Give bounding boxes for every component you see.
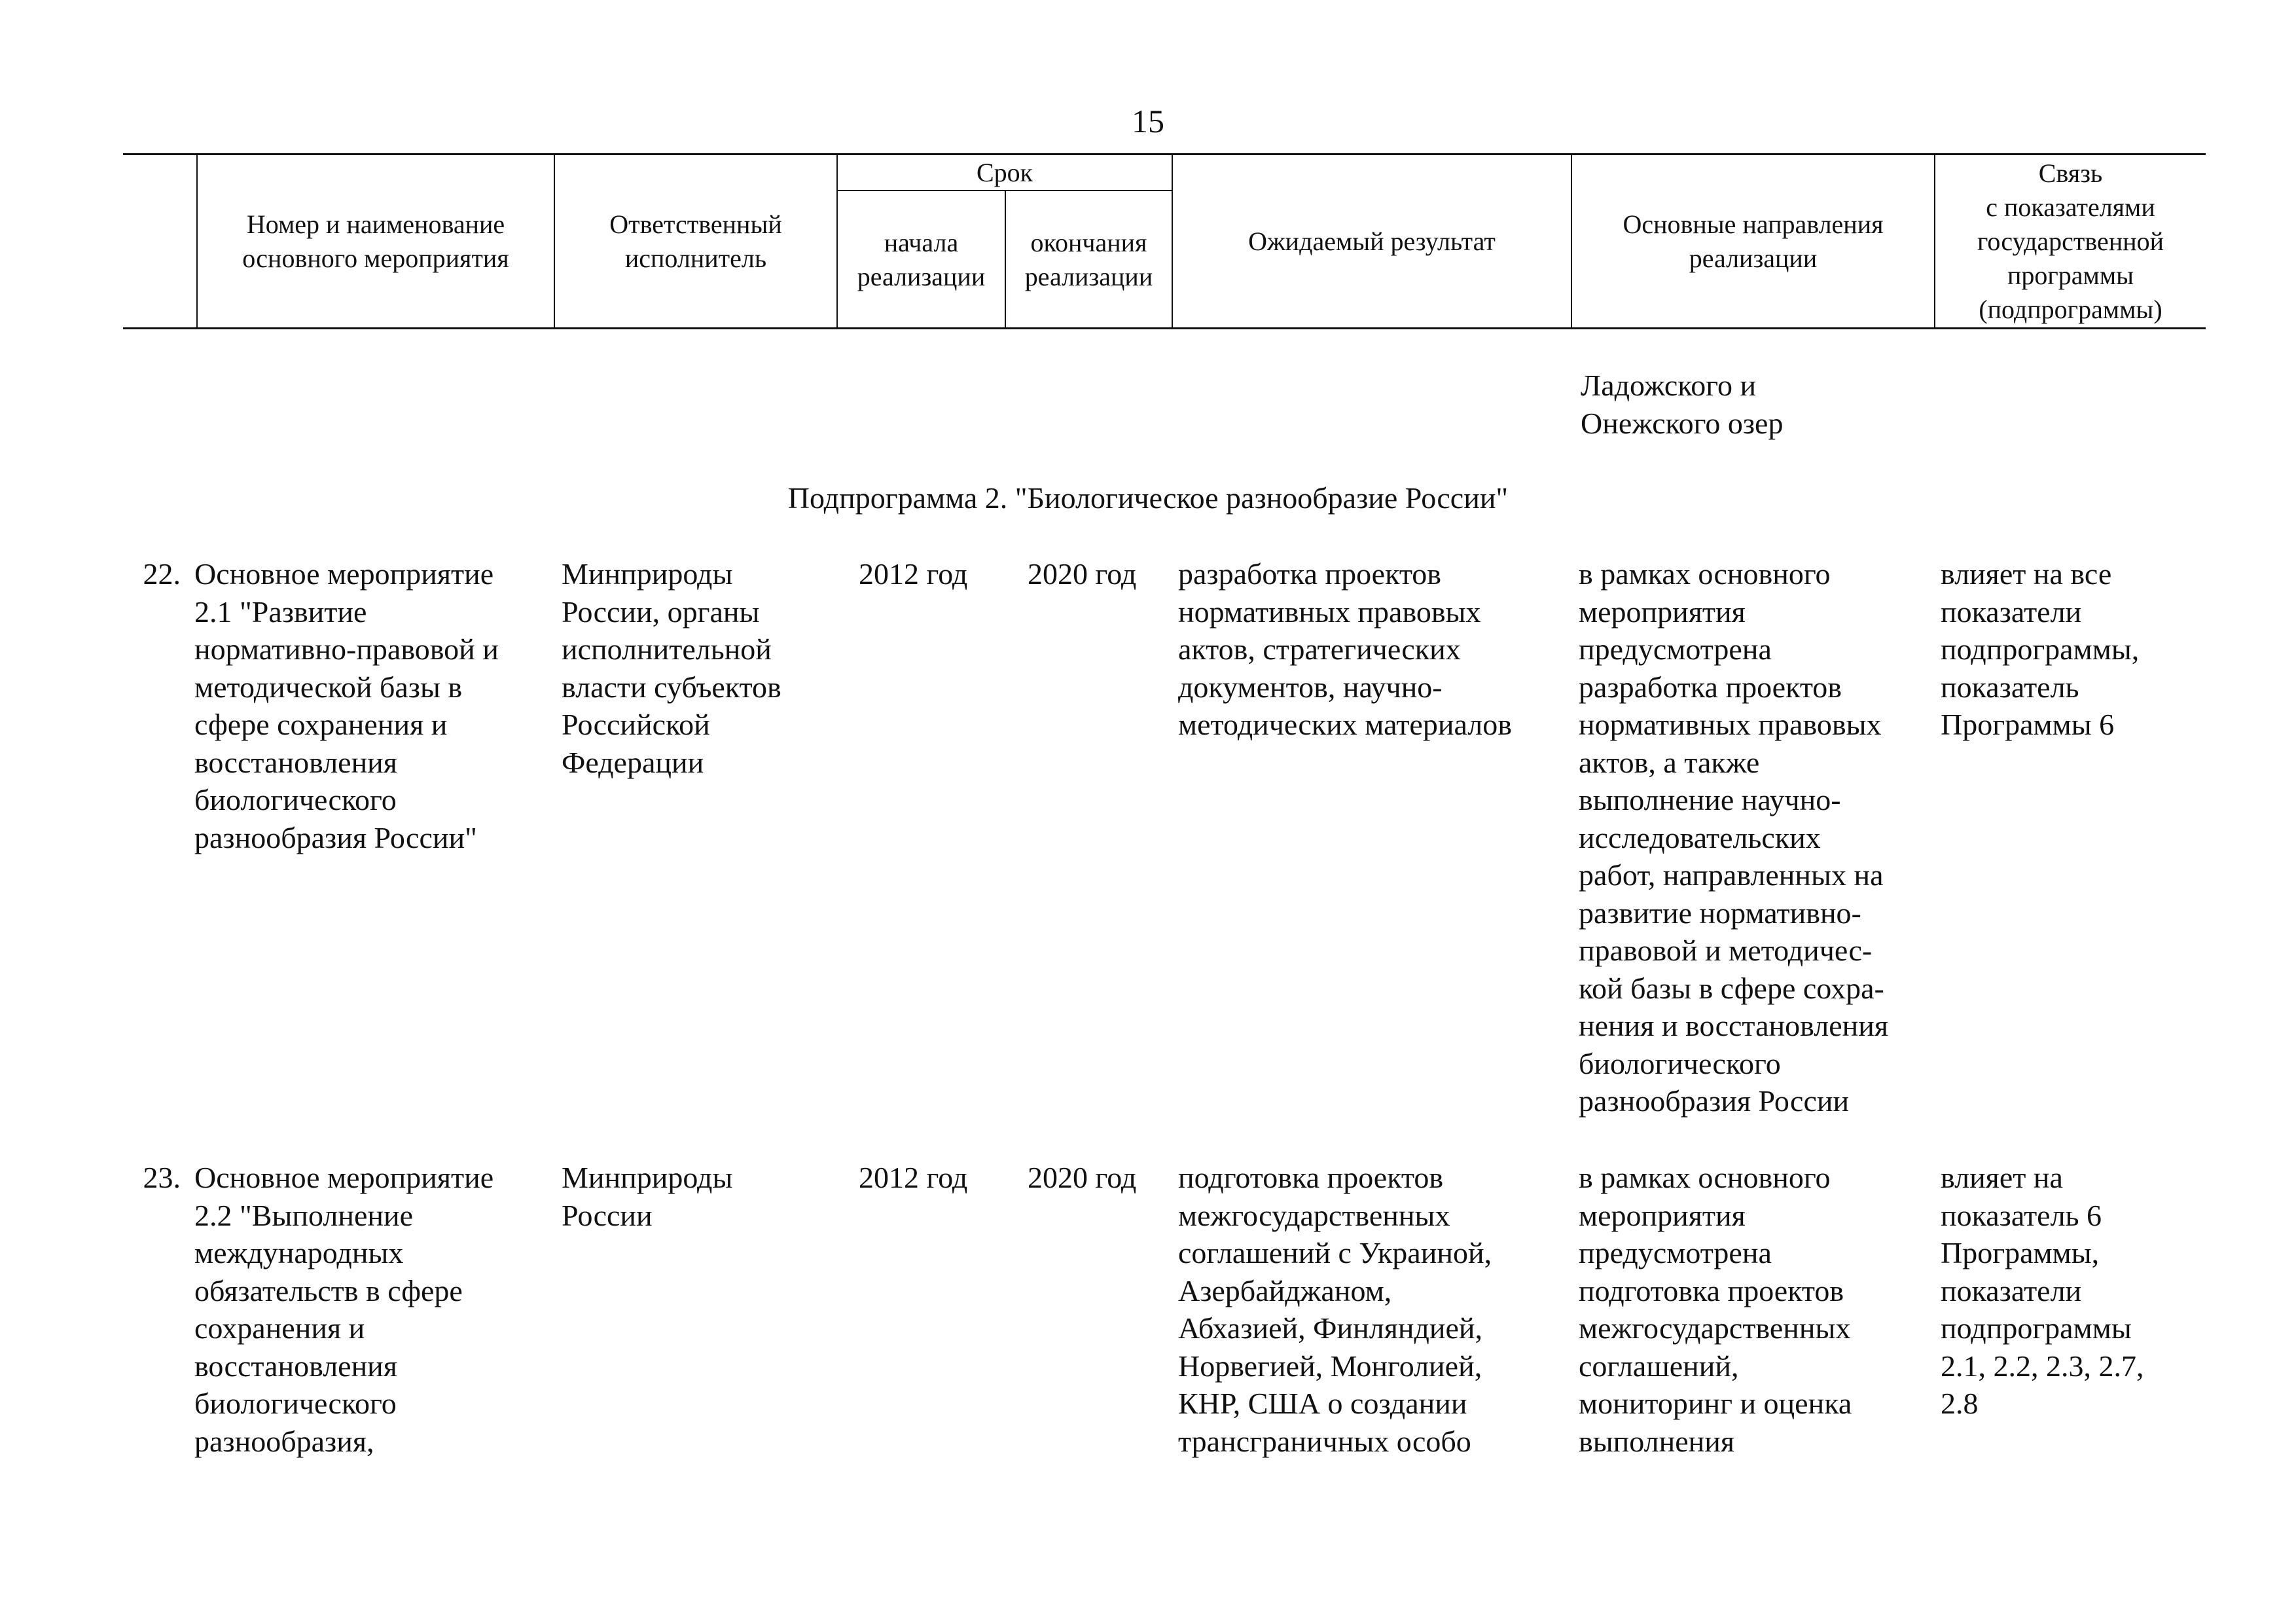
subprogram-title: Подпрограмма 2. "Биологическое разнообразие России": [787, 481, 1509, 515]
row-end: 2020 год: [1028, 1161, 1137, 1194]
header-directions: Основные направления реализации: [1623, 209, 1884, 273]
row-result: разработка проектов нормативных правовых актов, стратегических документов, научно- методических материалов: [1178, 557, 1512, 741]
row-link: влияет на показатель 6 Программы, показатели подпрограммы 2.1, 2.2, 2.3, 2.7, 2.8: [1941, 1161, 2144, 1420]
row-directions: в рамках основного мероприятия предусмотрена разработка проектов нормативных правовых актов, а также выполнение научно- исследовательских работ, направленных на развитие нормативно- правовой и методичес- кой базы в сфере сохра- нения и восстановления биологического разнообразия России: [1579, 557, 1889, 1118]
header-term: Срок: [976, 157, 1033, 187]
row-number: 22.: [143, 557, 181, 591]
row-executor: Минприроды России: [562, 1161, 733, 1232]
row-end: 2020 год: [1028, 557, 1137, 591]
continuation-text: Ладожского и Онежского озер: [1581, 369, 1784, 440]
header-name: Номер и наименование основного мероприятия: [242, 209, 509, 273]
row-start: 2012 год: [859, 1161, 968, 1194]
term-split-rule: [836, 190, 1172, 191]
header-link: Связь с показателями государственной программы (подпрограммы): [1977, 158, 2164, 324]
header-result: Ожидаемый результат: [1248, 226, 1496, 256]
page-number: 15: [1132, 103, 1164, 139]
row-result: подготовка проектов межгосударственных соглашений с Украиной, Азербайджаном, Абхазией, Финляндией, Норвегией, Монголией, КНР, США о создании трансграничных особо: [1178, 1161, 1492, 1458]
row-link: влияет на все показатели подпрограммы, показатель Программы 6: [1941, 557, 2140, 741]
row-name: Основное мероприятие 2.1 "Развитие нормативно-правовой и методической базы в сфере сохранения и восстановления биологического разнообразия России": [194, 557, 499, 854]
row-executor: Минприроды России, органы исполнительной власти субъектов Российской Федерации: [562, 557, 781, 779]
header-start: начала реализации: [857, 227, 986, 291]
row-start: 2012 год: [859, 557, 968, 591]
header-end: окончания реализации: [1024, 227, 1153, 291]
row-number: 23.: [143, 1161, 181, 1194]
row-name: Основное мероприятие 2.2 "Выполнение международных обязательств в сфере сохранения и восстановления биологического разнообразия,: [194, 1161, 494, 1458]
header-bottom-rule: [123, 327, 2206, 329]
row-directions: в рамках основного мероприятия предусмотрена подготовка проектов межгосударственных соглашений, мониторинг и оценка выполнения: [1579, 1161, 1852, 1458]
header-executor: Ответственный исполнитель: [609, 209, 782, 273]
